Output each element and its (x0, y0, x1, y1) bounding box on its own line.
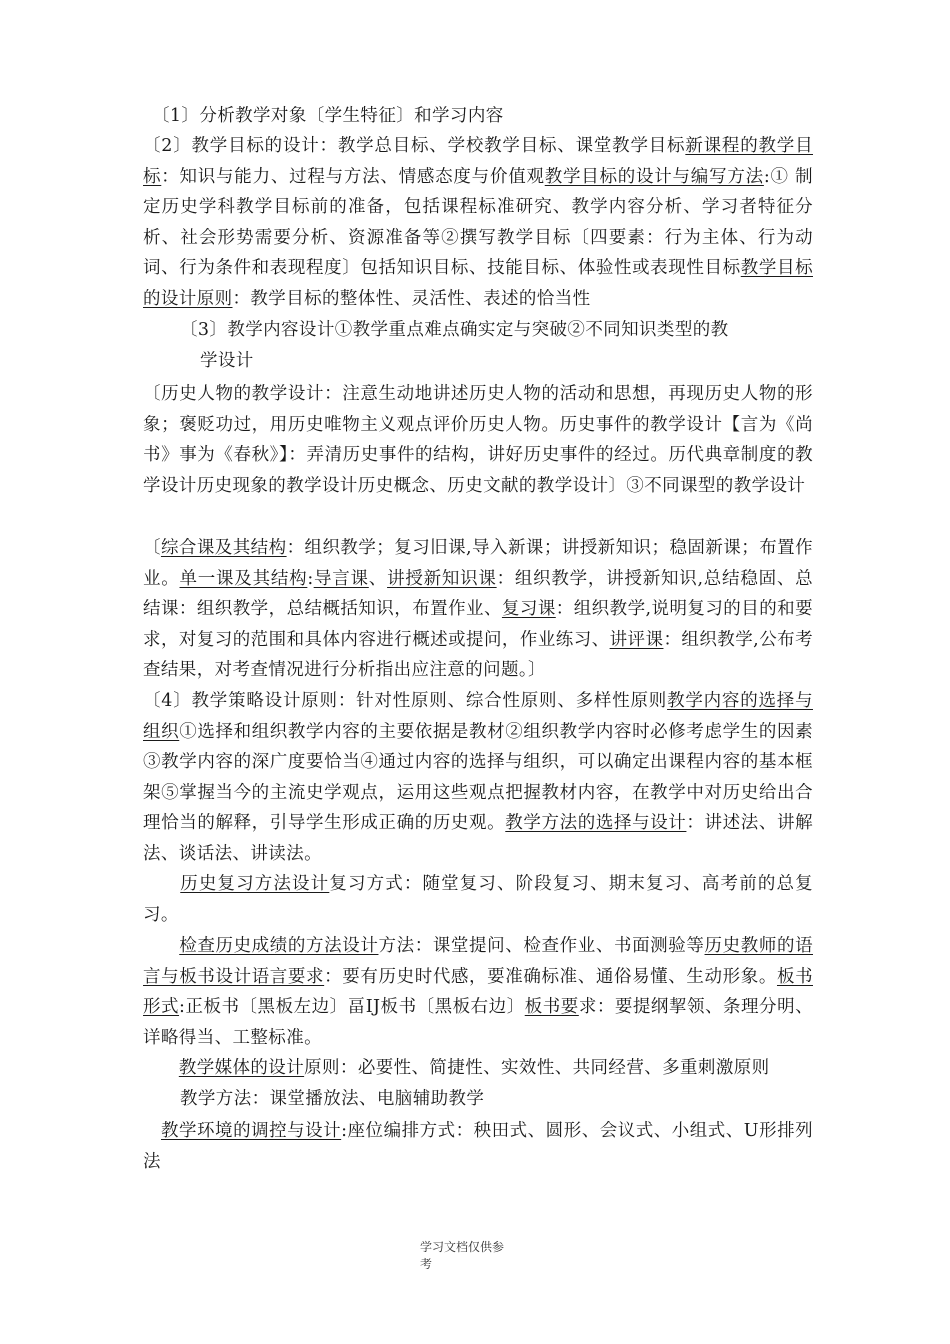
paragraph-environment (143, 1116, 813, 1177)
text-segment: ：讲述法、讲解法、谈话法、讲读法。 (143, 813, 814, 864)
text-segment: ：组织教学，讲授新知识,总结稳固、总结课：组织教学，总结概括知识，布置作业、 (143, 568, 813, 620)
text-segment: 教学方法：课堂播放法、电脑辅助教学 (180, 1089, 485, 1109)
underlined-term: 检查历史成绩的方法设计 (179, 936, 379, 956)
underlined-term: 教学内容的选择与组织 (143, 691, 813, 742)
text-segment (143, 874, 180, 894)
text-segment: ：要有历史时代感，要准确标准、通俗易懂、生动形象。 (324, 966, 777, 987)
paragraph-content-design-cont (200, 346, 870, 377)
underlined-term: 教学目标的设计与编写方法 (544, 166, 764, 187)
text-segment: ：组织教学,说明复习的目的和要求，对复习的范围和具体内容进行概述或提问，作业练习、 (143, 599, 813, 650)
text-segment: ：教学目标的整体性、灵活性、表述的恰当性 (232, 288, 591, 309)
underlined-term: 单一课及其结构 (179, 568, 308, 589)
underlined-term: 板书形式 (143, 966, 813, 1018)
text-segment: ：知识与能力、过程与方法、情感态度与价值观 (161, 166, 545, 187)
text-segment: 〔2〕教学目标的设计：教学总目标、学校教学目标、课堂教学目标 (143, 136, 686, 156)
paragraph-history-figures (143, 379, 813, 501)
text-segment: 、 (368, 568, 388, 589)
text-segment: :正板书〔黑板左边〕畐IJ板书〔黑板右边〕 (179, 997, 525, 1018)
text-segment: :座位编排方式：秧田式、圆形、会议式、小组式、U形排列法 (143, 1121, 813, 1172)
text-segment: ：组织教学,公布考查结果，对考查情况进行分析指出应注意的问题。〕 (143, 629, 813, 681)
underlined-term: 教学环境的调控与设计 (161, 1121, 342, 1141)
text-segment: 求：要提纲挈领、条理分明、详略得当、工整标准。 (143, 997, 813, 1048)
underlined-term: 教学媒体的设计 (178, 1058, 305, 1078)
underlined-term: 教学目标的设计原则 (143, 258, 813, 309)
paragraph-lesson-types (143, 533, 813, 686)
footer-line-1: 学习文档仅供参 (420, 1240, 505, 1254)
paragraph-teaching-methods (180, 1084, 850, 1115)
text-segment: 〔4〕教学策略设计原则：针对性原则、综合性原则、多样性原则 (143, 691, 668, 711)
paragraph-review-methods (143, 869, 813, 930)
underlined-term: 教学方法的选择与设计 (505, 813, 687, 834)
paragraph-teaching-goals (143, 131, 813, 315)
text-segment: ：组织教学；复习旧课,导入新课；讲授新知识；稳固新课；布置作业。 (143, 538, 813, 589)
text-segment: 〔 (143, 538, 161, 558)
text-segment: 〔1〕分析教学对象〔学生特征〕和学习内容 (152, 106, 504, 126)
underlined-term: 历史复习方法设计 (180, 874, 330, 894)
text-segment: : (307, 568, 314, 589)
paragraph-assessment (143, 931, 813, 1053)
underlined-term: 讲授新知识课 (387, 568, 497, 589)
paragraph-media-design (143, 1053, 813, 1084)
underlined-term: 板书要 (524, 997, 579, 1018)
paragraph-analysis (152, 101, 822, 132)
text-segment: 方法：课堂提问、检查作业、书面测验等 (378, 936, 705, 956)
underlined-term: 导言课 (313, 568, 369, 589)
text-segment: 〔历史人物的教学设计：注意生动地讲述历史人物的活动和思想，再现历史人物的形象；褒贬功过，用历史唯物主义观点评价历史人物。历史事件的教学设计【言为《尚书》事为《春秋》】：弄清历史事件的结构，讲好历史事件的经过。历代典章制度的教学设计历史现象的教学设计历史概念、历史文献的教学设计〕③不同课型的教学设计 (143, 384, 813, 496)
underlined-term: 新课程的教学目标 (143, 136, 813, 187)
paragraph-strategy (143, 686, 813, 870)
text-segment (143, 1058, 179, 1078)
text-segment: 学设计 (200, 351, 254, 371)
text-segment: ①选择和组织教学内容的主要依据是教材②组织教学内容时必修考虑学生的因素③教学内容的深广度要恰当④通过内容的选择与组织，可以确定出课程内容的基本框架⑤掌握当今的主流史学观点，运用这些观点把握教材内容，在教学中对历史给出合理恰当的解释，引导学生形成正确的历史观。 (143, 721, 813, 834)
paragraph-content-design (180, 315, 810, 346)
text-segment: :① 制定历史学科教学目标前的准备，包括课程标准研究、教学内容分析、学习者特征分析、社会形势需要分析、资源准备等②撰写教学目标〔四要素：行为主体、行为动词、行为条件和表现程度〕包括知识目标、技能目标、体验性或表现性目标 (143, 166, 813, 279)
text-segment: 〔3〕教学内容设计①教学重点难点确实定与突破②不同知识类型的教 (180, 320, 729, 340)
page-footer (420, 1239, 530, 1273)
text-segment (143, 936, 179, 956)
underlined-term: 历史教师的语言与板书设计语言要求 (143, 936, 813, 987)
text-segment: 原则：必要性、简捷性、实效性、共同经营、多重刺激原则 (304, 1058, 770, 1078)
underlined-term: 讲评课 (609, 629, 664, 650)
footer-line-2: 考 (420, 1257, 433, 1271)
underlined-term: 复习课 (501, 599, 556, 620)
underlined-term: 综合课及其结构 (160, 538, 287, 558)
text-segment (143, 1121, 161, 1141)
text-segment: 复习方式：随堂复习、阶段复习、期末复习、高考前的总复习。 (143, 874, 813, 925)
